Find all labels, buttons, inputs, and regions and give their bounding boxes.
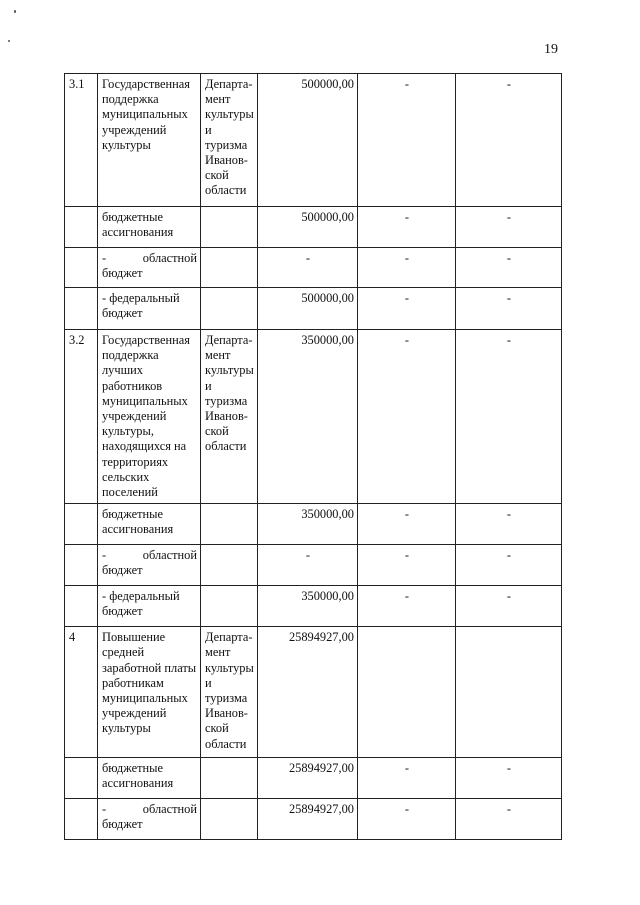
col5-value: - — [358, 207, 456, 248]
amount: 25894927,00 — [258, 758, 358, 799]
amount: 25894927,00 — [258, 799, 358, 840]
amount: 350000,00 — [258, 330, 358, 504]
name-line2: бюджет — [102, 817, 143, 832]
name-rest: областной — [142, 802, 197, 817]
department — [201, 545, 258, 586]
table-row — [65, 248, 562, 288]
table-row — [65, 758, 562, 799]
amount: 500000,00 — [258, 74, 358, 207]
department — [201, 758, 258, 799]
col5-value: - — [358, 586, 456, 627]
name-rest: областной — [142, 548, 197, 563]
item-name: бюджетные ассигнования — [98, 207, 201, 248]
row-number: 3.2 — [65, 330, 98, 504]
row-number — [65, 799, 98, 840]
name-prefix: - — [102, 251, 107, 265]
department: Департа-мент культуры и туризма Иванов-ской области — [201, 74, 258, 207]
table-row — [65, 586, 562, 627]
col5-value: - — [358, 799, 456, 840]
item-name: бюджетные ассигнования — [98, 504, 201, 545]
row-number — [65, 586, 98, 627]
table-row — [65, 545, 562, 586]
name-line2: бюджет — [102, 266, 143, 281]
table-row — [65, 207, 562, 248]
department: Департа-мент культуры и туризма Иванов-ской области — [201, 330, 258, 504]
row-number — [65, 248, 98, 288]
department — [201, 288, 258, 330]
row-number — [65, 288, 98, 330]
table-row — [65, 627, 562, 758]
item-name: - федеральный бюджет — [98, 288, 201, 330]
scan-speck — [8, 40, 10, 42]
amount: 350000,00 — [258, 586, 358, 627]
col5-value: - — [358, 504, 456, 545]
department — [201, 504, 258, 545]
budget-table — [64, 73, 562, 840]
amount: - — [258, 545, 358, 586]
department — [201, 586, 258, 627]
amount: 25894927,00 — [258, 627, 358, 758]
row-number — [65, 758, 98, 799]
col6-value: - — [456, 288, 562, 330]
table-row — [65, 288, 562, 330]
item-name — [98, 799, 201, 840]
department — [201, 248, 258, 288]
col6-value: - — [456, 248, 562, 288]
amount: 500000,00 — [258, 288, 358, 330]
name-line2: бюджет — [102, 563, 143, 578]
item-name — [98, 545, 201, 586]
name-prefix: - — [102, 548, 107, 563]
row-number — [65, 545, 98, 586]
table-row — [65, 504, 562, 545]
item-name: - федеральный бюджет — [98, 586, 201, 627]
col5-value: - — [358, 330, 456, 504]
col6-value: - — [456, 545, 562, 586]
item-name: Государственная поддержка лучших работников муниципальных учреждений культуры, находящихся на территориях сельских поселений — [98, 330, 201, 504]
item-name: Государственная поддержка муниципальных учреждений культуры — [98, 74, 201, 207]
col6-value: - — [456, 74, 562, 207]
scan-speck — [14, 10, 16, 13]
col5-value: - — [358, 545, 456, 586]
item-name: бюджетные ассигнования — [98, 758, 201, 799]
table-row — [65, 74, 562, 207]
col6-value: - — [456, 330, 562, 504]
col6-value: - — [456, 504, 562, 545]
page-number: 19 — [544, 42, 558, 57]
table-row — [65, 330, 562, 504]
item-name: Повышение средней заработной платы работникам муниципальных учреждений культуры — [98, 627, 201, 758]
col6-value: - — [456, 799, 562, 840]
col6-value: - — [456, 586, 562, 627]
name-prefix: - — [102, 802, 107, 817]
amount: - — [258, 248, 358, 288]
col6-value: - — [456, 207, 562, 248]
col5-value: - — [358, 248, 456, 288]
item-name — [98, 248, 201, 288]
col5-value — [358, 627, 456, 758]
col6-value — [456, 627, 562, 758]
table-row — [65, 799, 562, 840]
row-number: 4 — [65, 627, 98, 758]
department — [201, 207, 258, 248]
amount: 500000,00 — [258, 207, 358, 248]
row-number: 3.1 — [65, 74, 98, 207]
row-number — [65, 504, 98, 545]
row-number — [65, 207, 98, 248]
name-rest: областной — [142, 251, 197, 265]
department — [201, 799, 258, 840]
col5-value: - — [358, 288, 456, 330]
department: Департа-мент культуры и туризма Иванов-ской области — [201, 627, 258, 758]
col6-value: - — [456, 758, 562, 799]
col5-value: - — [358, 74, 456, 207]
col5-value: - — [358, 758, 456, 799]
amount: 350000,00 — [258, 504, 358, 545]
